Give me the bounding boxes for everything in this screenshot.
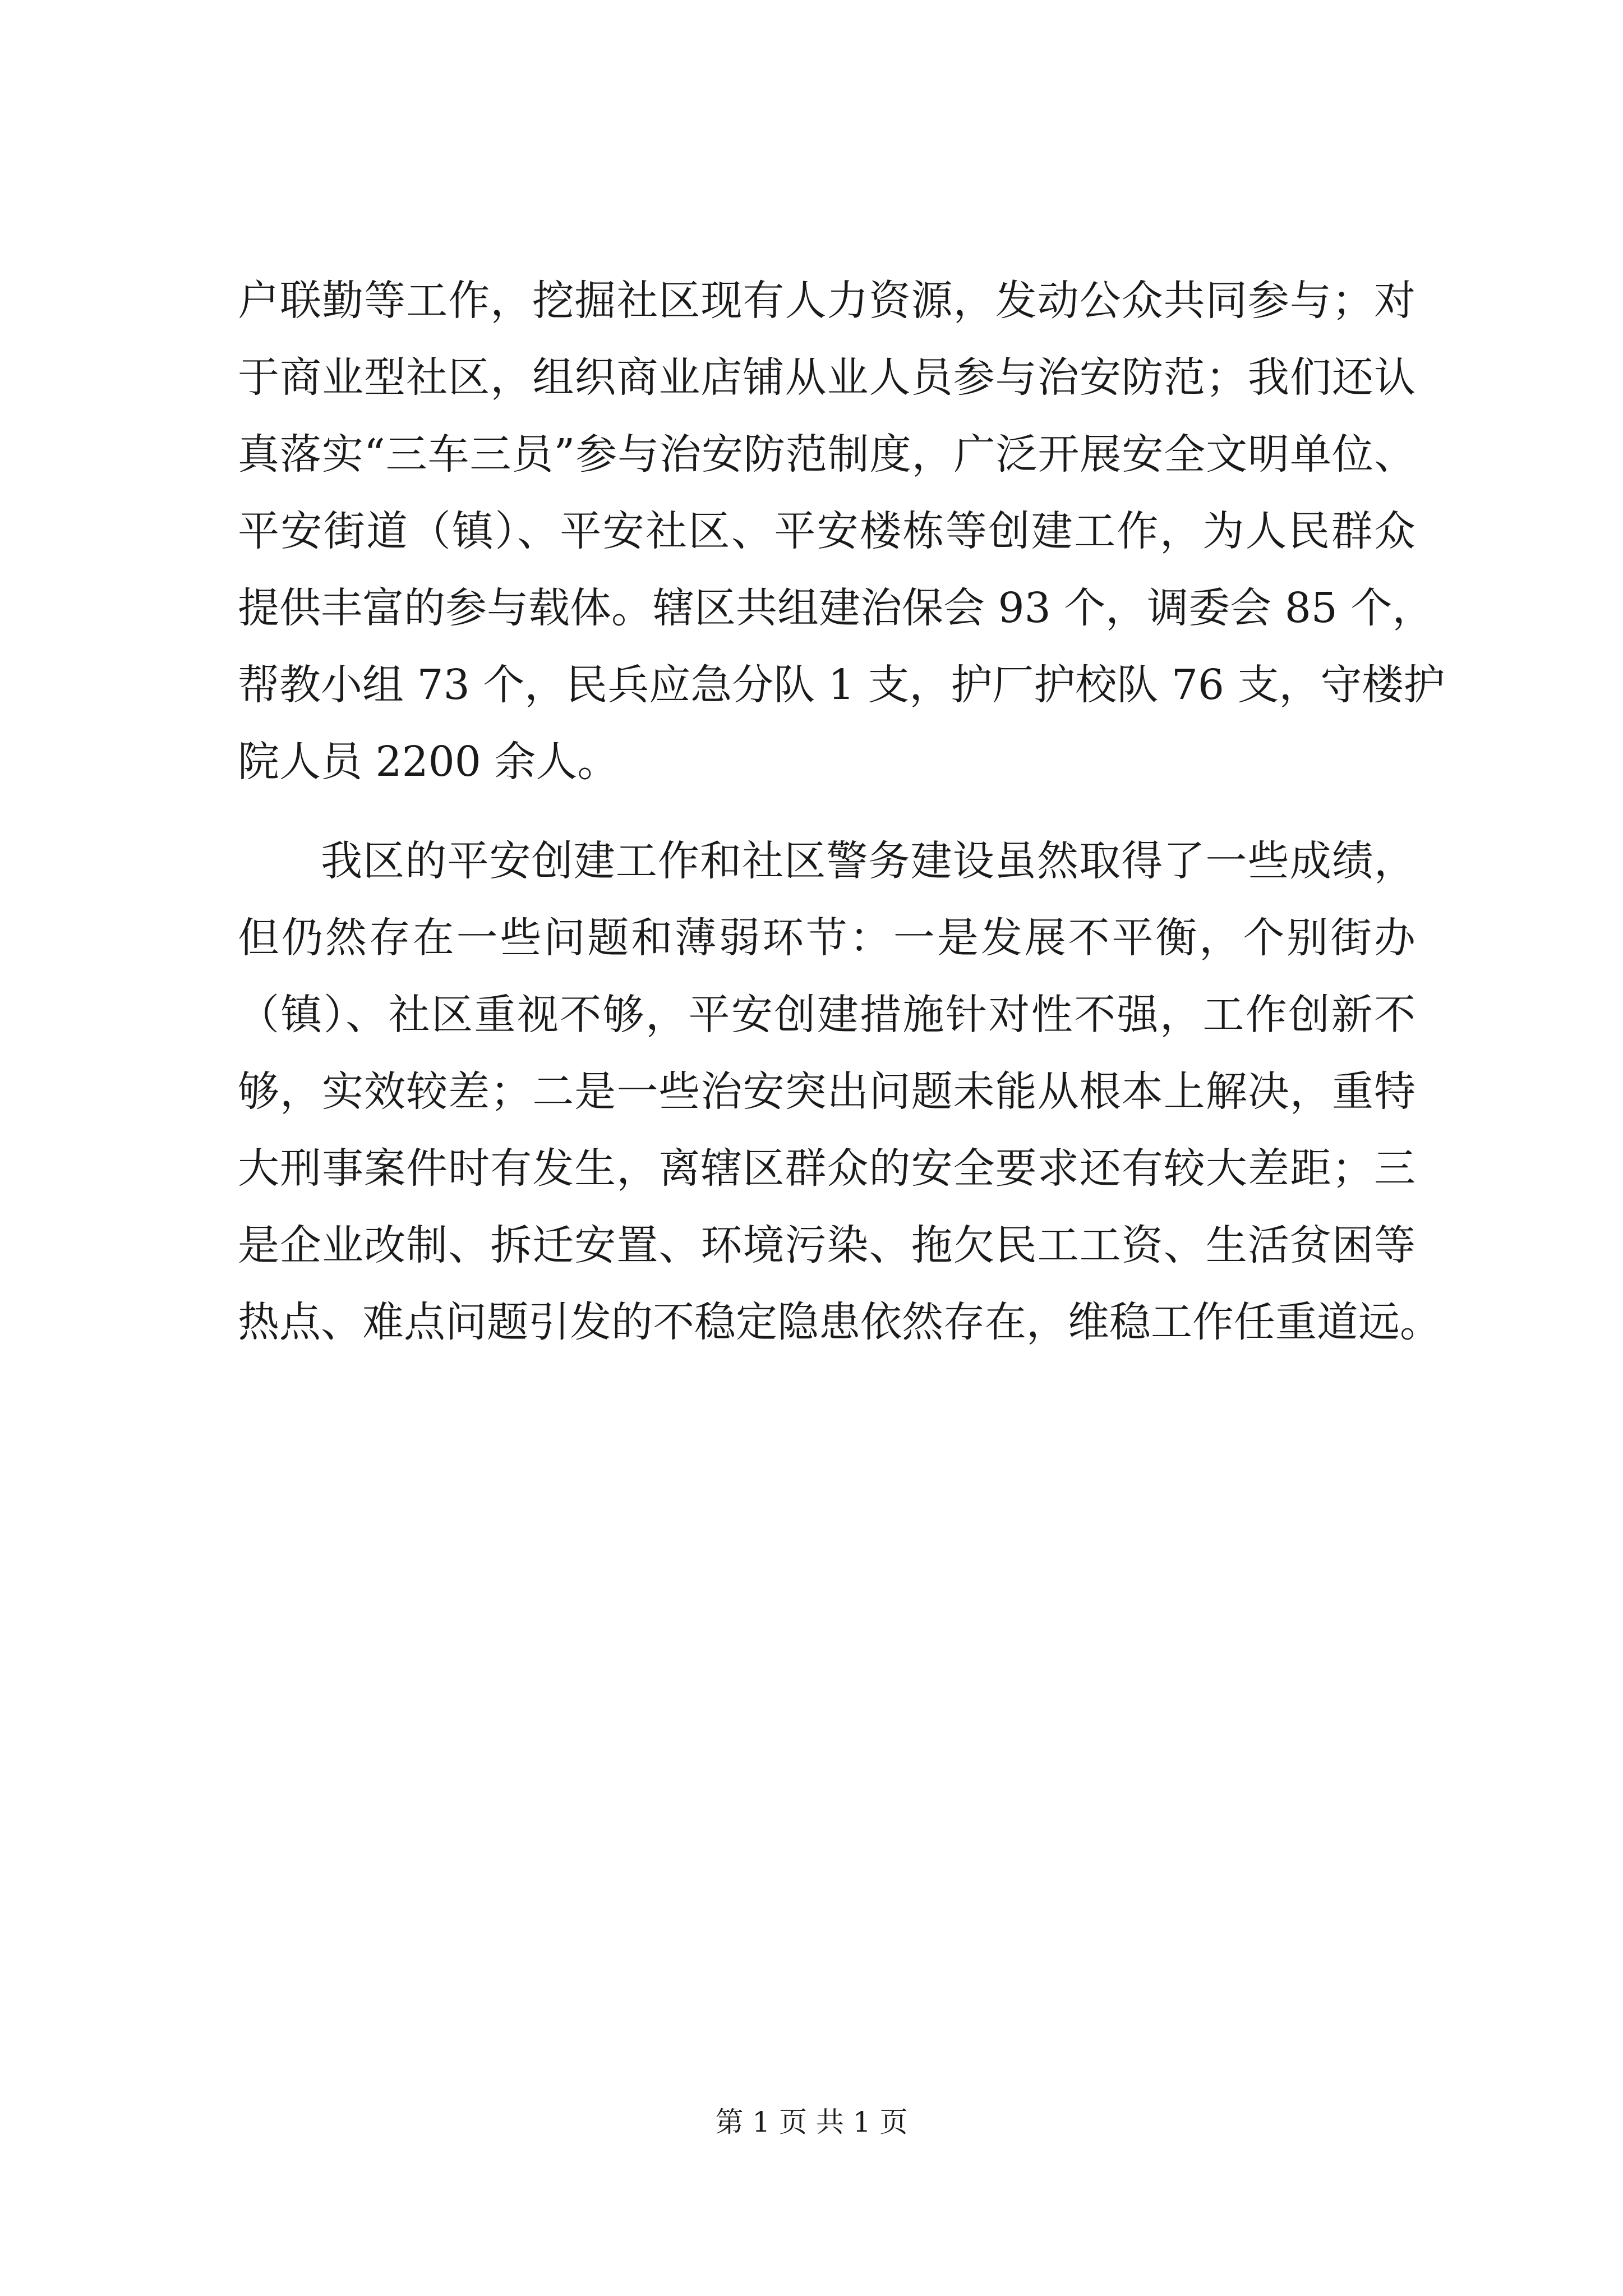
text-line: 平安街道（镇）、平安社区、平安楼栋等创建工作，为人民群众 bbox=[238, 507, 1415, 555]
text-line: 热点、难点问题引发的不稳定隐患依然存在，维稳工作任重道远。 bbox=[238, 1298, 1441, 1346]
text-line: 大刑事案件时有发生，离辖区群众的安全要求还有较大差距；三 bbox=[238, 1144, 1415, 1193]
page-footer bbox=[0, 2102, 1623, 2142]
page-number-label: 第 1 页 共 1 页 bbox=[715, 2106, 908, 2138]
paragraph-gap bbox=[238, 800, 1415, 823]
text-line: 于商业型社区，组织商业店铺从业人员参与治安防范；我们还认 bbox=[238, 353, 1415, 402]
document-body bbox=[238, 263, 1445, 1361]
text-line: 真落实“三车三员”参与治安防范制度，广泛开展安全文明单位、 bbox=[238, 430, 1415, 478]
text-line: 我区的平安创建工作和社区警务建设虽然取得了一些成绩， bbox=[321, 837, 1415, 885]
text-line: 够，实效较差；二是一些治安突出问题未能从根本上解决，重特 bbox=[238, 1068, 1415, 1116]
text-line: 院人员 2200 余人。 bbox=[238, 738, 619, 786]
text-line: （镇）、社区重视不够，平安创建措施针对性不强，工作创新不 bbox=[238, 991, 1415, 1039]
paragraph-2 bbox=[238, 823, 1441, 1361]
text-line: 户联勤等工作，挖掘社区现有人力资源，发动公众共同参与；对 bbox=[238, 277, 1415, 325]
text-line: 帮教小组 73 个，民兵应急分队 1 支，护厂护校队 76 支，守楼护 bbox=[238, 661, 1445, 709]
text-line: 提供丰富的参与载体。辖区共组建治保会 93 个，调委会 85 个， bbox=[238, 584, 1434, 632]
text-line: 是企业改制、拆迁安置、环境污染、拖欠民工工资、生活贫困等 bbox=[238, 1221, 1415, 1269]
paragraph-1 bbox=[238, 263, 1445, 800]
text-line: 但仍然存在一些问题和薄弱环节：一是发展不平衡，个别街办 bbox=[238, 914, 1415, 962]
